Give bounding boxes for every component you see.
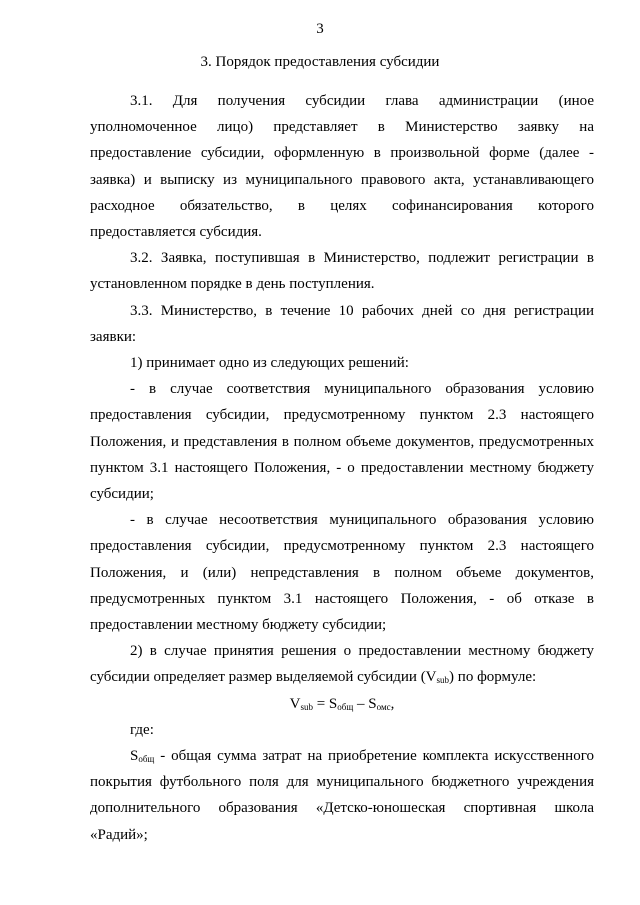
formula-s-total-sub: общ [337, 701, 354, 712]
document-body [90, 88, 594, 848]
formula-minus: – [353, 695, 369, 712]
formula-equals: = [312, 695, 329, 712]
paragraph-3-3: 3.3. Министерство, в течение 10 рабочих дней со дня регистрации заявки: [90, 302, 594, 345]
paragraph-decision-intro: 1) принимает одно из следующих решений: [130, 355, 409, 372]
subsidy-formula [90, 691, 594, 717]
page-number: 3 [316, 21, 324, 37]
definition-text: - общая сумма затрат на приобретение комплекта искусственного покрытия футбольного поля для муниципального бюджетного учреждения дополнительного образования «Детско-юношеская спортивная школа «Радий»; [90, 748, 594, 843]
paragraph-refusal-case: - в случае несоответствия муниципального образования условию предоставления субсидии, предусмотренному пунктом 2.3 настоящего Положения, и (или) непредставления в полном объеме документов, предусмотренных пунктом 3.1 настоящего Положения, - об отказе в предоставлении местному бюджету субсидии; [90, 512, 594, 634]
formula-s-local: S [368, 695, 377, 712]
paragraph-3-2: 3.2. Заявка, поступившая в Министерство, подлежит регистрации в установленном порядке в день поступления. [90, 250, 594, 293]
paragraph-subsidy-size-end: ) по формуле: [449, 669, 537, 686]
subsidy-subscript: sub [436, 675, 450, 686]
paragraph-s-total-definition [90, 743, 594, 848]
paragraph-subsidy-size [90, 638, 594, 690]
definition-symbol: S [130, 748, 139, 765]
paragraph-subsidy-size-text: 2) в случае принятия решения о предоставлении местному бюджету субсидии определяет размер выделяемой субсидии (V [90, 643, 594, 686]
paragraph-3-1: 3.1. Для получения субсидии глава администрации (иное уполномоченное лицо) представляет в Министерство заявку на предоставление субсидии, оформленную в произвольной форме (далее - заявка) и выписку из муниципального правового акта, устанавливающего расходное обязательство, в целях софинансирования которого предоставляется субсидия. [90, 93, 594, 241]
definition-symbol-sub: общ [138, 754, 155, 765]
formula-v: V [289, 695, 301, 712]
formula-tail: , [390, 695, 395, 712]
section-title: 3. Порядок предоставления субсидии [200, 54, 440, 70]
paragraph-approval-case: - в случае соответствия муниципального образования условию предоставления субсидии, предусмотренному пунктом 2.3 настоящего Положения, и представления в полном объеме документов, предусмотренных пунктом 3.1 настоящего Положения, - о предоставлении местному бюджету субсидии; [90, 381, 594, 503]
formula-s-total: S [328, 695, 338, 712]
formula-s-local-sub: омс [376, 701, 391, 712]
paragraph-where: где: [130, 721, 154, 738]
formula-v-sub: sub [300, 701, 313, 712]
